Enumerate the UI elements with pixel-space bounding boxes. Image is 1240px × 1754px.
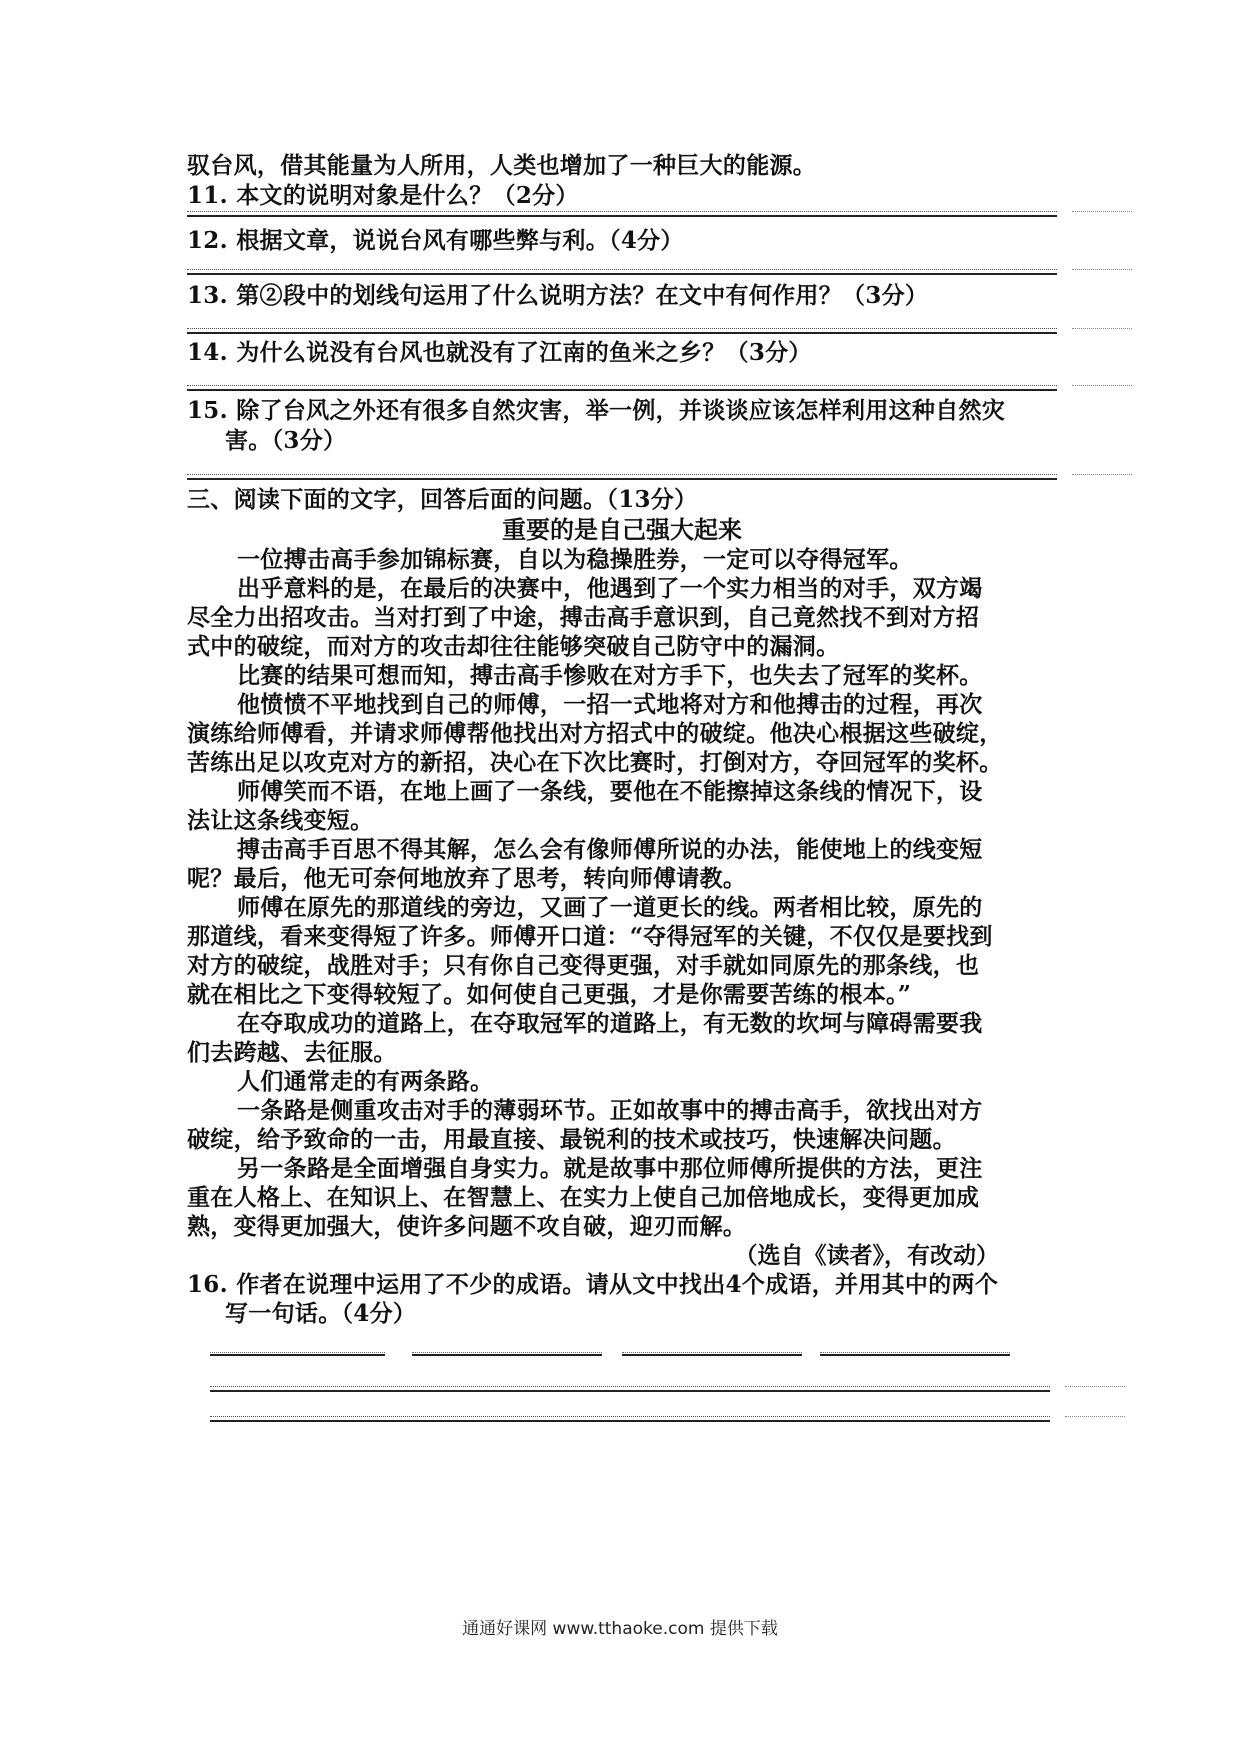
paragraph-7-line-3: 对方的破绽，战胜对手；只有你自己变得更强，对手就如同原先的那条线，也 [187, 952, 980, 979]
paragraph-7-line-4: 就在相比之下变得较短了。如何使自己更强，才是你需要苦练的根本。” [187, 981, 912, 1008]
article-source: （选自《读者》，有改动） [734, 1242, 999, 1269]
paragraph-10-line-1: 一条路是侧重攻击对手的薄弱环节。正如故事中的搏击高手，欲找出对方 [237, 1097, 983, 1124]
question-12: 12. 根据文章，说说台风有哪些弊与利。（4分） [187, 227, 684, 254]
article-title: 重要的是自己强大起来 [502, 515, 742, 544]
question-16-line1: 16. 作者在说理中运用了不少的成语。请从文中找出4个成语，并用其中的两个 [187, 1271, 999, 1298]
paragraph-8-line-1: 在夺取成功的道路上，在夺取冠军的道路上，有无数的坎坷与障碍需要我 [237, 1010, 983, 1037]
answer-line-14 [187, 389, 1057, 391]
footer-credit: 通通好课网 www.tthaoke.com 提供下载 [462, 1619, 778, 1639]
sentence-line-1 [210, 1390, 1050, 1392]
paragraph-6-line-1: 搏击高手百思不得其解，怎么会有像师傅所说的办法，能使地上的线变短 [237, 836, 983, 863]
paragraph-11-line-3: 熟，变得更加强大，使许多问题不攻自破，迎刃而解。 [187, 1213, 747, 1240]
idiom-blank-1 [210, 1354, 385, 1356]
paragraph-7-line-1: 师傅在原先的那道线的旁边，又画了一道更长的线。两者相比较，原先的 [237, 894, 983, 921]
paragraph-6-line-2: 呢？最后，他无可奈何地放弃了思考，转向师傅请教。 [187, 865, 747, 892]
question-15-line1: 15. 除了台风之外还有很多自然灾害，举一例，并谈谈应该怎样利用这种自然灾 [187, 397, 1006, 424]
paragraph-11-line-1: 另一条路是全面增强自身实力。就是故事中那位师傅所提供的方法，更注 [237, 1155, 983, 1182]
paragraph-4-line-2: 演练给师傅看，并请求师傅帮他找出对方招式中的破绽。他决心根据这些破绽， [187, 720, 1003, 747]
answer-line-13 [187, 332, 1057, 334]
paragraph-10-line-2: 破绽，给予致命的一击，用最直接、最锐利的技术或技巧，快速解决问题。 [187, 1126, 956, 1153]
question-14: 14. 为什么说没有台风也就没有了江南的鱼米之乡？（3分） [187, 339, 812, 366]
idiom-blank-4 [820, 1354, 1010, 1356]
question-13: 13. 第②段中的划线句运用了什么说明方法？在文中有何作用？（3分） [187, 282, 929, 309]
paragraph-5-line-1: 师傅笑而不语，在地上画了一条线，要他在不能擦掉这条线的情况下，设 [237, 778, 983, 805]
passage-continuation: 驭台风，借其能量为人所用，人类也增加了一种巨大的能源。 [187, 152, 817, 179]
paragraph-1-line-1: 一位搏击高手参加锦标赛，自以为稳操胜券，一定可以夺得冠军。 [237, 546, 913, 573]
paragraph-5-line-2: 法让这条线变短。 [187, 807, 374, 834]
section-3-heading: 三、阅读下面的文字，回答后面的问题。（13分） [187, 486, 698, 513]
paragraph-2-line-2: 尽全力出招攻击。当对打到了中途，搏击高手意识到，自己竟然找不到对方招 [187, 604, 980, 631]
sentence-line-2 [210, 1420, 1050, 1422]
paragraph-11-line-2: 重在人格上、在知识上、在智慧上、在实力上使自己加倍地成长，变得更加成 [187, 1184, 980, 1211]
question-11: 11. 本文的说明对象是什么？（2分） [187, 182, 579, 209]
answer-line-15 [187, 478, 1057, 480]
paragraph-3-line-1: 比赛的结果可想而知，搏击高手惨败在对方手下，也失去了冠军的奖杯。 [237, 662, 983, 689]
answer-line-11 [187, 215, 1057, 217]
answer-line-12 [187, 273, 1057, 275]
paragraph-9-line-1: 人们通常走的有两条路。 [237, 1068, 494, 1095]
paragraph-4-line-3: 苦练出足以攻克对方的新招，决心在下次比赛时，打倒对方，夺回冠军的奖杯。 [187, 749, 1003, 776]
idiom-blank-2 [412, 1354, 602, 1356]
paragraph-4-line-1: 他愤愤不平地找到自己的师傅，一招一式地将对方和他搏击的过程，再次 [237, 691, 983, 718]
idiom-blank-3 [622, 1354, 802, 1356]
paragraph-2-line-3: 式中的破绽，而对方的攻击却往往能够突破自己防守中的漏洞。 [187, 633, 840, 660]
question-16-line2: 写一句话。（4分） [225, 1300, 417, 1327]
paragraph-8-line-2: 们去跨越、去征服。 [187, 1039, 397, 1066]
question-15-line2: 害。（3分） [225, 427, 347, 454]
paragraph-7-line-2: 那道线，看来变得短了许多。师傅开口道：“夺得冠军的关键，不仅仅是要找到 [187, 923, 993, 950]
paragraph-2-line-1: 出乎意料的是，在最后的决赛中，他遇到了一个实力相当的对手，双方竭 [237, 575, 983, 602]
